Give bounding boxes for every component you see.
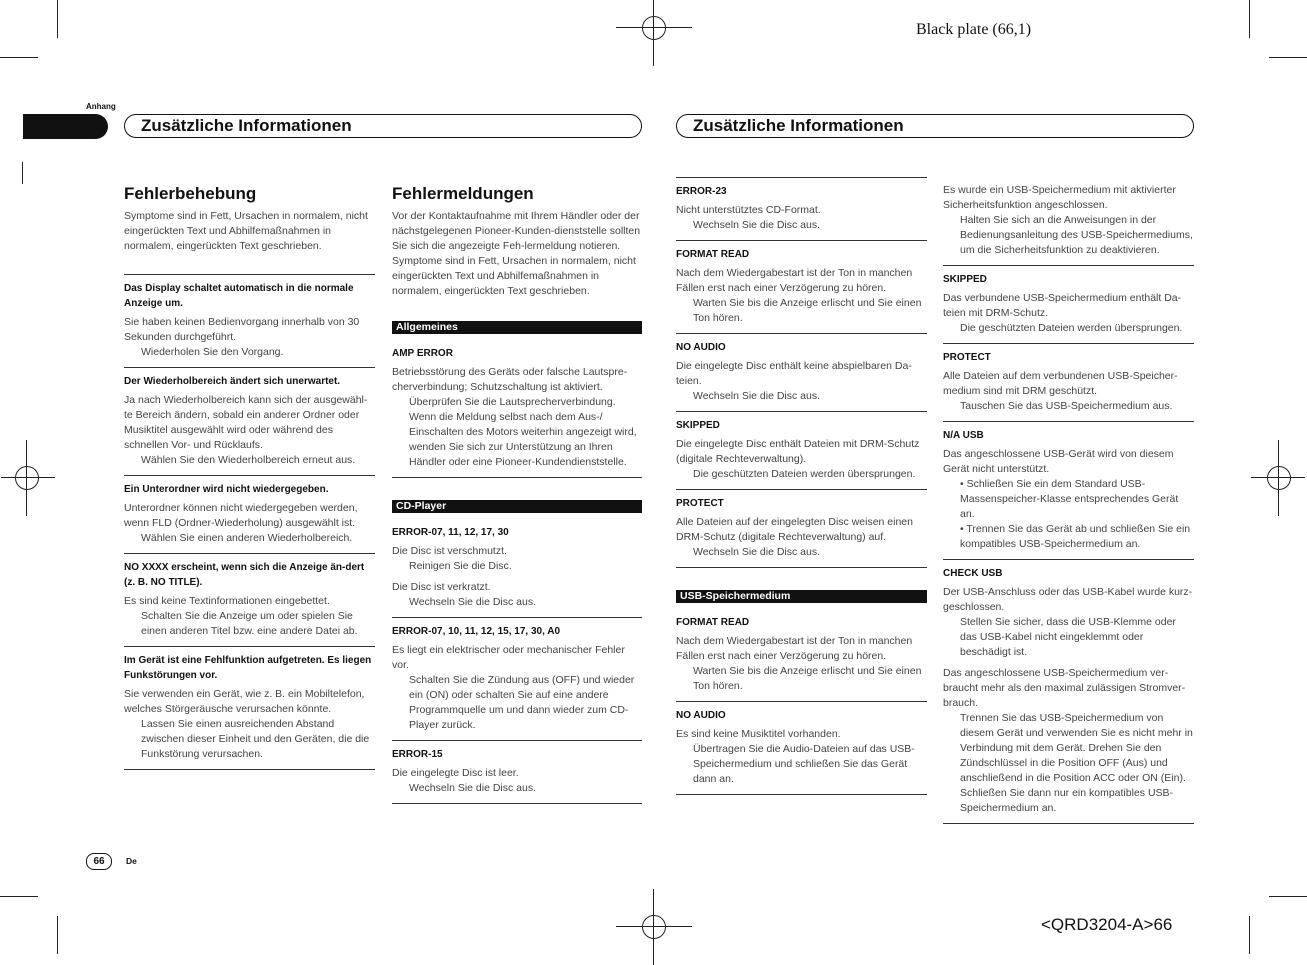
remedy-text: Tauschen Sie das USB-Speichermedium aus. <box>960 400 1173 412</box>
usb-security-entry <box>943 183 1194 266</box>
remedy-text: Die geschützten Dateien werden übersprungen. <box>693 468 916 480</box>
message-entry <box>676 702 927 795</box>
crop-mark <box>22 162 23 184</box>
cause-text: Der USB-Anschluss oder das USB-Kabel wurde kurz-geschlossen. <box>943 586 1193 613</box>
message-title: ERROR-15 <box>392 749 443 760</box>
cause-text: Es sind keine Textinformationen eingebettet. <box>124 595 330 607</box>
remedy-text: Wählen Sie den Wiederholbereich erneut aus. <box>141 454 356 466</box>
crop-mark <box>0 896 38 897</box>
crop-mark <box>1269 896 1307 897</box>
message-entry <box>392 519 642 618</box>
troubleshooting-list <box>124 274 375 770</box>
error-messages-intro-1: Vor der Kontaktaufnahme mit Ihrem Händler oder der nächstgelegenen Pioneer-Kunden-dienststelle sollten Sie sich die angezeigte Feh-lermeldung notieren. <box>392 210 641 252</box>
page-number: 66 <box>86 853 112 870</box>
remedy-text: Wenn die Meldung selbst nach dem Aus-/ Einschalten des Motors weiterhin angezeigt wird, wenden Sie sich zur Unterstützung an Ihren Händler oder eine Pioneer-Kundendienststelle. <box>409 411 637 468</box>
message-title: Im Gerät ist eine Fehlfunktion aufgetreten. Es liegen Funkstörungen vor. <box>124 655 372 681</box>
message-entry <box>943 344 1194 422</box>
section-usb: USB-Speichermedium <box>676 590 927 603</box>
remedy-text: Warten Sie bis die Anzeige erlischt und Sie einen Ton hören. <box>693 665 922 692</box>
message-title: NO AUDIO <box>676 342 726 353</box>
remedy-text: Warten Sie bis die Anzeige erlischt und Sie einen Ton hören. <box>693 297 922 324</box>
remedy-text: • Schließen Sie ein dem Standard USB-Massenspeicher-Klasse entsprechendes Gerät an. <box>960 478 1179 520</box>
remedy-text: Trennen Sie das USB-Speichermedium von diesem Gerät und verwenden Sie es nicht mehr in Verbindung mit dem Gerät. Drehen Sie den Zündschlüssel in die Position OFF (Aus) und anschließend in die Position ACC oder ON (Ein). Schließen Sie dann nur ein kompatibles USB-Speichermedium an. <box>960 712 1193 814</box>
message-entry <box>124 476 375 554</box>
header-right <box>676 114 1194 138</box>
remedy-text: Überprüfen Sie die Lautsprecherverbindung. <box>409 396 616 408</box>
crop-mark <box>0 57 38 58</box>
remedy-text: • Trennen Sie das Gerät ab und schließen Sie ein kompatibles USB-Speichermedium an. <box>960 523 1191 550</box>
message-title: Der Wiederholbereich ändert sich unerwartet. <box>124 376 341 387</box>
remedy-text: Stellen Sie sicher, dass die USB-Klemme oder das USB-Kabel nicht eingeklemmt oder beschädigt ist. <box>960 616 1176 658</box>
usb-error-list-continued <box>943 266 1194 824</box>
cause-text: Es sind keine Musiktitel vorhanden. <box>676 728 841 740</box>
message-title: ERROR-23 <box>676 186 727 197</box>
message-title: N/A USB <box>943 430 984 441</box>
remedy-text: Lassen Sie einen ausreichenden Abstand zwischen dieser Einheit und den Geräten, die die Funkstörung verursachen. <box>141 718 370 760</box>
message-entry <box>943 266 1194 344</box>
crop-mark <box>57 0 58 38</box>
message-entry <box>676 177 927 241</box>
language-label: De <box>126 856 137 866</box>
message-title: NO AUDIO <box>676 710 726 721</box>
section-general: Allgemeines <box>392 321 642 334</box>
message-entry <box>676 241 927 334</box>
message-title: NO XXXX erscheint, wenn sich die Anzeige än-dert (z. B. NO TITLE). <box>124 562 365 588</box>
cd-error-list <box>392 519 642 804</box>
header-left-title: Zusätzliche Informationen <box>141 116 352 135</box>
remedy-text: Wechseln Sie die Disc aus. <box>409 596 537 608</box>
troubleshooting-intro: Symptome sind in Fett, Ursachen in normalem, nicht eingerückten Text und Abhilfemaßnahmen in normalem, eingerückten Text geschrieben. <box>124 210 368 252</box>
remedy-text: Wiederholen Sie den Vorgang. <box>141 346 284 358</box>
message-title: FORMAT READ <box>676 617 750 628</box>
crop-mark <box>1269 57 1307 58</box>
message-title: ERROR-07, 10, 11, 12, 15, 17, 30, A0 <box>392 626 561 637</box>
message-title: SKIPPED <box>943 274 987 285</box>
message-title: FORMAT READ <box>676 249 750 260</box>
message-entry <box>943 422 1194 560</box>
message-title: Ein Unterordner wird nicht wiedergegeben. <box>124 484 329 495</box>
message-entry <box>392 741 642 804</box>
registration-mark-bottom <box>638 911 670 943</box>
message-title: AMP ERROR <box>392 348 453 359</box>
cause-text: Nicht unterstütztes CD-Format. <box>676 204 821 216</box>
cause-text: Ja nach Wiederholbereich kann sich der ausgewähl-te Bereich ändern, sobald ein anderer Ordner oder Musiktitel ausgewählt wird oder während des schnellen Vor- und Rücklaufs. <box>124 394 368 451</box>
remedy-text: Wählen Sie einen anderen Wiederholbereich. <box>141 532 353 544</box>
remedy-text: Reinigen Sie die Disc. <box>409 560 512 572</box>
cause-text: Nach dem Wiedergabestart ist der Ton in manchen Fällen erst nach einer Verzögerung zu hören. <box>676 635 913 662</box>
message-entry <box>676 334 927 412</box>
cause-text: Die eingelegte Disc enthält keine abspielbaren Da-teien. <box>676 360 912 387</box>
header-left <box>124 114 642 138</box>
column-error-messages <box>392 183 642 804</box>
error-messages-title: Fehlermeldungen <box>392 184 534 203</box>
cause-text: Das verbundene USB-Speichermedium enthält Da-teien mit DRM-Schutz. <box>943 292 1182 319</box>
registration-mark-left <box>11 462 43 494</box>
message-title: PROTECT <box>943 352 991 363</box>
section-tab <box>23 114 108 139</box>
remedy-text: Übertragen Sie die Audio-Dateien auf das USB-Speichermedium und schließen Sie das Gerät dann an. <box>693 743 915 785</box>
cause-text: Die Disc ist verkratzt. <box>392 581 491 593</box>
remedy-text: Schalten Sie die Anzeige um oder spielen Sie einen anderen Titel bzw. eine andere Datei ab. <box>141 610 358 637</box>
cause-text: Alle Dateien auf dem verbundenen USB-Speicher-medium sind mit DRM geschützt. <box>943 370 1178 397</box>
plate-label: Black plate (66,1) <box>916 21 1032 38</box>
cause-text: Die eingelegte Disc enthält Dateien mit DRM-Schutz (digitale Rechteverwaltung). <box>676 438 920 465</box>
message-entry <box>676 609 927 702</box>
message-entry <box>392 340 642 478</box>
message-entry <box>124 274 375 368</box>
remedy-text: Wechseln Sie die Disc aus. <box>693 546 821 558</box>
remedy-text: Wechseln Sie die Disc aus. <box>409 782 537 794</box>
cause-text: Die eingelegte Disc ist leer. <box>392 767 519 779</box>
cause-text: Es wurde ein USB-Speichermedium mit aktivierter Sicherheitsfunktion angeschlossen. <box>943 184 1176 211</box>
usb-error-list <box>676 609 927 795</box>
column-usb-errors <box>943 183 1194 824</box>
message-entry <box>392 618 642 741</box>
remedy-text: Wechseln Sie die Disc aus. <box>693 390 821 402</box>
message-title: SKIPPED <box>676 420 720 431</box>
cause-text: Sie haben keinen Bedienvorgang innerhalb von 30 Sekunden durchgeführt. <box>124 316 360 343</box>
message-entry <box>124 647 375 770</box>
message-entry <box>943 560 1194 824</box>
cause-text: Alle Dateien auf der eingelegten Disc weisen einen DRM-Schutz (digitale Rechteverwaltung) auf. <box>676 516 913 543</box>
section-label: Anhang <box>86 102 116 111</box>
cause-text: Nach dem Wiedergabestart ist der Ton in manchen Fällen erst nach einer Verzögerung zu hören. <box>676 267 913 294</box>
remedy-text: Die geschützten Dateien werden übersprungen. <box>960 322 1183 334</box>
message-entry <box>124 368 375 476</box>
cause-text: Das angeschlossene USB-Gerät wird von diesem Gerät nicht unterstützt. <box>943 448 1174 475</box>
crop-mark <box>57 916 58 954</box>
cause-text: Die Disc ist verschmutzt. <box>392 545 507 557</box>
general-error-list <box>392 340 642 478</box>
cause-text: Sie verwenden ein Gerät, wie z. B. ein Mobiltelefon, welches Störgeräusche verursachen könnte. <box>124 688 365 715</box>
header-right-title: Zusätzliche Informationen <box>693 116 904 135</box>
message-title: ERROR-07, 11, 12, 17, 30 <box>392 527 509 538</box>
message-entry <box>124 554 375 647</box>
remedy-text: Halten Sie sich an die Anweisungen in der Bedienungsanleitung des USB-Speichermediums, um die Sicherheitsfunktion zu deaktivieren. <box>960 214 1193 256</box>
error-messages-intro-2: Symptome sind in Fett, Ursachen in normalem, nicht eingerückten Text und Abhilfemaßnahmen in normalem, eingerückten Text geschrieben. <box>392 255 636 297</box>
message-title: Das Display schaltet automatisch in die normale Anzeige um. <box>124 283 354 309</box>
remedy-text: Wechseln Sie die Disc aus. <box>693 219 821 231</box>
cause-text: Das angeschlossene USB-Speichermedium ver-braucht mehr als den maximal zulässigen Stromver-brauch. <box>943 667 1186 709</box>
registration-mark-top <box>638 12 670 44</box>
troubleshooting-title: Fehlerbehebung <box>124 184 257 203</box>
registration-mark-right <box>1263 462 1295 494</box>
column-troubleshooting <box>124 183 375 770</box>
remedy-text: Schalten Sie die Zündung aus (OFF) und wieder ein (ON) oder schalten Sie auf eine andere Programmquelle um und dann wieder zum CD-Player zurück. <box>409 674 635 731</box>
cause-text: Unterordner können nicht wiedergegeben werden, wenn FLD (Ordner-Wiederholung) ausgewählt ist. <box>124 502 358 529</box>
message-entry <box>676 490 927 568</box>
cause-text: Es liegt ein elektrischer oder mechanischer Fehler vor. <box>392 644 625 671</box>
section-cd-player: CD-Player <box>392 500 642 513</box>
document-code: <QRD3204-A>66 <box>1041 915 1173 934</box>
message-entry <box>676 412 927 490</box>
cd-error-list-continued <box>676 177 927 568</box>
crop-mark <box>1249 0 1250 38</box>
cause-text: Betriebsstörung des Geräts oder falsche Lautspre-cherverbindung; Schutzschaltung ist aktiviert. <box>392 366 628 393</box>
message-title: CHECK USB <box>943 568 1003 579</box>
crop-mark <box>1249 916 1250 954</box>
column-errors-continued <box>676 177 927 795</box>
message-title: PROTECT <box>676 498 724 509</box>
